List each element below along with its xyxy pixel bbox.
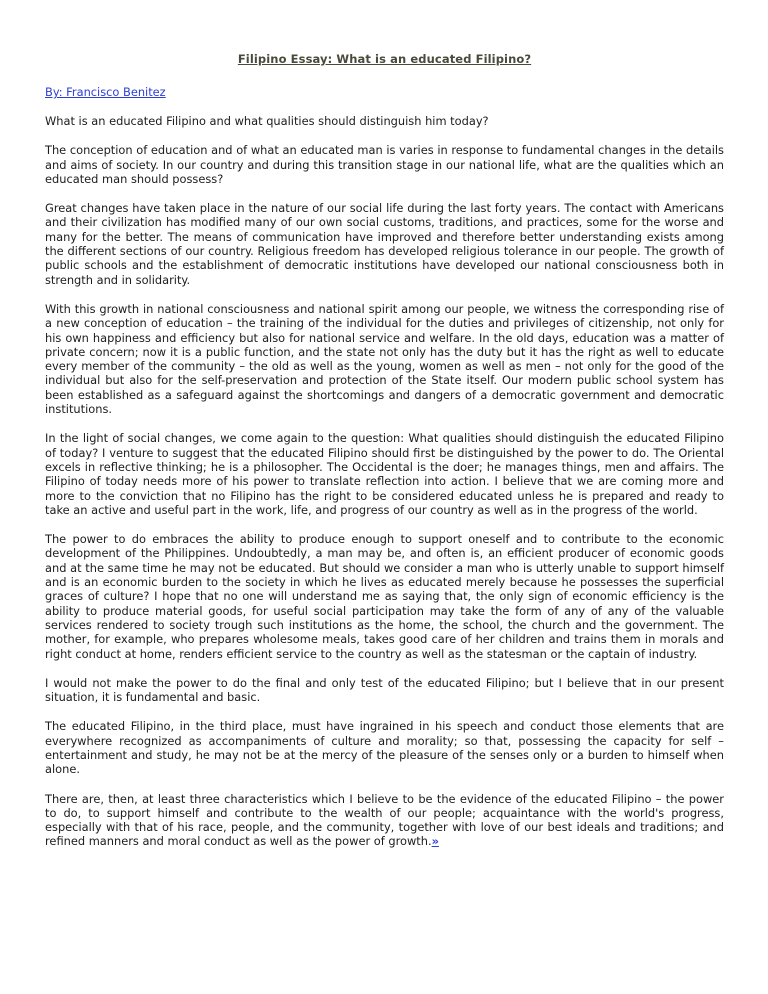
paragraph-2: Great changes have taken place in the nature of our social life during the last forty years. The contact with Americans and their civilization has modified many of our own social customs, traditions, and practices, some for the worse and many for the better. The means of communication have improved and therefore better understanding exists among the different sections of our country. Religious freedom has developed religious tolerance in our people. The growth of public schools and the establishment of democratic institutions have developed our national consciousness both in strength and in solidarity. (45, 201, 724, 287)
author-byline (45, 84, 724, 100)
read-more-link[interactable]: » (431, 834, 439, 849)
paragraph-6: I would not make the power to do the final and only test of the educated Filipino; but I believe that in our present situation, it is fundamental and basic. (45, 675, 724, 705)
author-link[interactable]: By: Francisco Benitez (45, 85, 166, 99)
essay-title: Filipino Essay: What is an educated Filipino? (237, 52, 532, 66)
paragraph-7: The educated Filipino, in the third place, must have ingrained in his speech and conduct those elements that are everywhere recognized as accompaniments of culture and morality; so that, possessing the capacity for self – entertainment and study, he may not be at the mercy of the pleasure of the senses only or a burden to himself when alone. (45, 719, 724, 777)
paragraph-8-text: There are, then, at least three characteristics which I believe to be the evidence of the educated Filipino – the power to do, to support himself and contribute to the wealth of our people; acquaintance with the world's progress, especially with that of his race, people, and the community, together with love of our best ideals and traditions; and refined manners and moral conduct as well as the power of growth. (45, 791, 724, 849)
essay-page (45, 0, 724, 849)
paragraph-5: The power to do embraces the ability to produce enough to support oneself and to contribute to the economic development of the Philippines. Undoubtedly, a man may be, and often is, an efficient producer of economic goods and at the same time he may not be educated. But should we consider a man who is utterly unable to support himself and is an economic burden to the society in which he lives as educated merely because he possesses the superficial graces of culture? I hope that no one will understand me as saying that, the only sign of economic efficiency is the ability to produce material goods, for useful social participation may take the form of any of any of the valuable services rendered to society trough such institutions as the home, the school, the church and the government. The mother, for example, who prepares wholesome meals, takes good care of her children and trains them in morals and right conduct at home, renders efficient service to the country as well as the statesman or the captain of industry. (45, 532, 724, 661)
paragraph-8 (45, 792, 724, 849)
question-paragraph: What is an educated Filipino and what qualities should distinguish him today? (45, 114, 489, 128)
paragraph-1: The conception of education and of what an educated man is varies in response to fundamental changes in the details and aims of society. In our country and during this transition stage in our national life, what are the qualities which an educated man should possess? (45, 143, 724, 186)
paragraph-3: With this growth in national consciousness and national spirit among our people, we witness the corresponding rise of a new conception of education – the training of the individual for the duties and privileges of citizenship, not only for his own happiness and efficiency but also for national service and welfare. In the old days, education was a matter of private concern; now it is a public function, and the state not only has the duty but it has the right as well to educate every member of the community – the old as well as the young, women as well as men – not only for the good of the individual but also for the self-preservation and protection of the State itself. Our modern public school system has been established as a safeguard against the shortcomings and dangers of a democratic government and democratic institutions. (45, 301, 724, 417)
paragraph-4: In the light of social changes, we come again to the question: What qualities should distinguish the educated Filipino of today? I venture to suggest that the educated Filipino should first be distinguished by the power to do. The Oriental excels in reflective thinking; he is a philosopher. The Occidental is the doer; he manages things, men and affairs. The Filipino of today needs more of his power to translate reflection into action. I believe that we are coming more and more to the conviction that no Filipino has the right to be considered educated unless he is prepared and ready to take an active and useful part in the work, life, and progress of our country as well as in the progress of the world. (45, 431, 724, 517)
